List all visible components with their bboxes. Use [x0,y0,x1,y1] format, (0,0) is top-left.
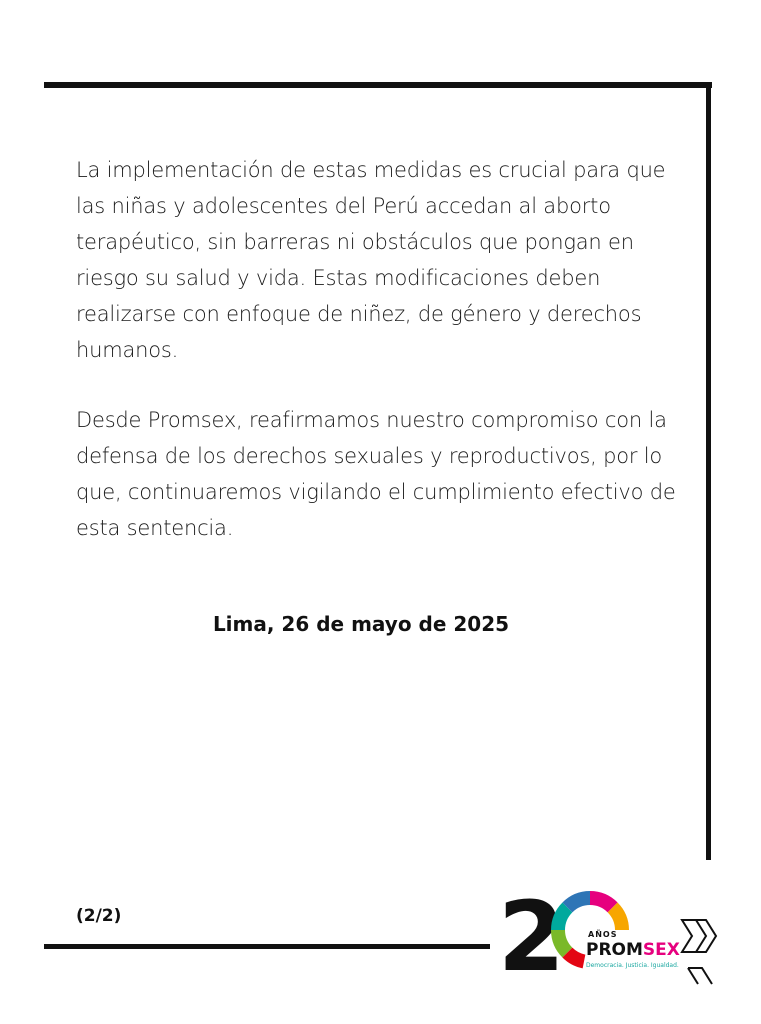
body-paragraph-2: Desde Promsex, reafirmamos nuestro compromiso con la defensa de los derechos sexuales y reproductivos, por lo que, continuaremos vigilando el cumplimiento efectivo de esta sentencia. [76,408,676,540]
logo-tagline: Democracia. Justicia. Igualdad. [586,962,679,969]
date-line: Lima, 26 de mayo de 2025 [212,612,510,636]
logo-years-label: AÑOS [588,930,618,939]
promsex-chevron-icon [682,920,716,984]
frame-right-border [706,82,711,860]
frame-top-border [44,82,712,88]
logo-brand-name: PROMSEX [586,940,680,960]
logo-number-2: 2 [498,886,565,986]
body-paragraph-1: La implementación de estas medidas es crucial para que las niñas y adolescentes del Perú accedan al aborto terapéutico, sin barreras ni obstáculos que pongan en riesgo su salud y vida. Estas modificaciones deben realizarse con enfoque de niñez, de género y derechos humanos. [76,158,666,362]
promsex-20-anos-logo [498,886,718,986]
frame-bottom-border [44,944,490,949]
page-counter: (2/2) [76,906,122,926]
